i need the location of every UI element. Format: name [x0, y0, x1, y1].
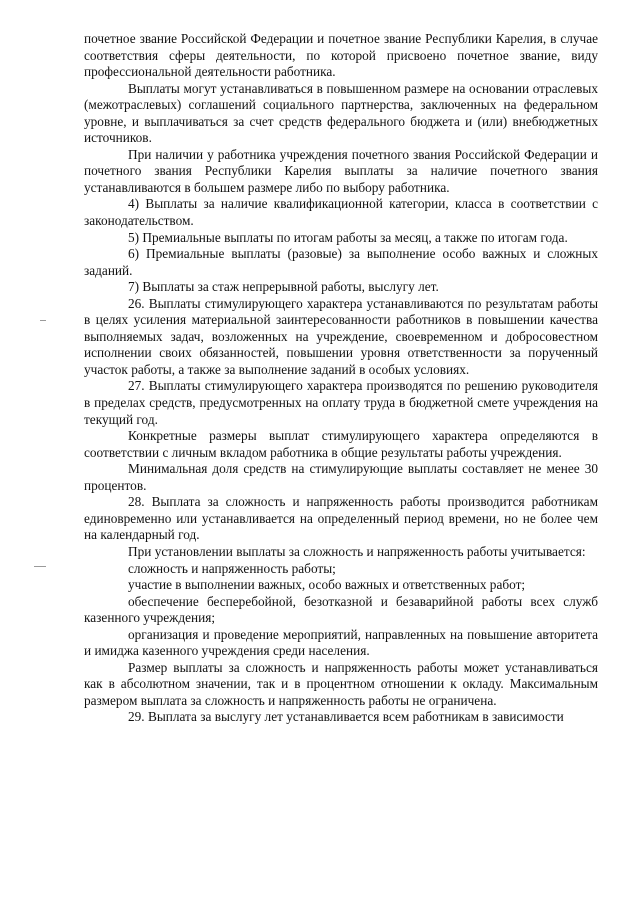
paragraph: Конкретные размеры выплат стимулирующего характера определяются в соответствии с личным вкладом работника в общие результаты работы учреждения. — [84, 428, 598, 460]
paragraph: 26. Выплаты стимулирующего характера устанавливаются по результатам работы в целях усиления материальной заинтересованности работников в повышении качества выполняемых задач, возложенных на учреждение, своевременном и добросовестном исполнении своих обязанностей, повышении уровня ответственности за порученный участок работы, а также за выполнение заданий в особых условиях. — [84, 295, 598, 377]
paragraph: организация и проведение мероприятий, направленных на повышение авторитета и имиджа казенного учреждения среди населения. — [84, 626, 598, 659]
paragraph: участие в выполнении важных, особо важных и ответственных работ; — [128, 577, 526, 593]
paragraph: обеспечение бесперебойной, безотказной и безаварийной работы всех служб казенного учреждения; — [84, 593, 598, 626]
paragraph: При наличии у работника учреждения почетного звания Российской Федерации и почетного звания Республики Карелия выплаты за наличие почетного звания устанавливаются в большем размере либо по выбору работника. — [84, 146, 598, 195]
margin-scan-mark — [34, 566, 46, 567]
paragraph: 7) Выплаты за стаж непрерывной работы, выслугу лет. — [128, 279, 439, 295]
paragraph: 5) Премиальные выплаты по итогам работы за месяц, а также по итогам года. — [128, 229, 568, 245]
paragraph: При установлении выплаты за сложность и напряженность работы учитывается: — [128, 543, 586, 559]
paragraph: почетное звание Российской Федерации и почетное звание Республики Карелия, в случае соответствия сферы деятельности, по которой присвоено почетное звание, виду профессиональной деятельности работника. — [84, 31, 598, 80]
paragraph: 27. Выплаты стимулирующего характера производятся по решению руководителя в пределах средств, предусмотренных на оплату труда в бюджетной смете учреждения на текущий год. — [84, 378, 598, 427]
paragraph: 29. Выплата за выслугу лет устанавливается всем работникам в зависимости — [128, 709, 564, 725]
paragraph: 6) Премиальные выплаты (разовые) за выполнение особо важных и сложных заданий. — [84, 246, 598, 278]
paragraph: 28. Выплата за сложность и напряженность работы производится работникам единовременно или устанавливается на определенный период времени, но не более чем на календарный год. — [84, 494, 598, 543]
paragraph: Минимальная доля средств на стимулирующие выплаты составляет не менее 30 процентов. — [84, 461, 598, 493]
paragraph: Размер выплаты за сложность и напряженность работы может устанавливаться как в абсолютном значении, так и в процентном отношении к окладу. Максимальным размером выплата за сложность и напряженность работы не ограничена. — [84, 659, 598, 708]
paragraph: 4) Выплаты за наличие квалификационной категории, класса в соответствии с законодательством. — [84, 196, 598, 229]
paragraph: Выплаты могут устанавливаться в повышенном размере на основании отраслевых (межотраслевых) соглашений социального партнерства, заключенных на федеральном уровне, и выплачиваться за счет средств федерального бюджета и (или) внебюджетных источников. — [84, 80, 598, 146]
paragraph: сложность и напряженность работы; — [128, 560, 336, 576]
document-body — [84, 31, 598, 726]
margin-scan-mark — [40, 320, 46, 321]
